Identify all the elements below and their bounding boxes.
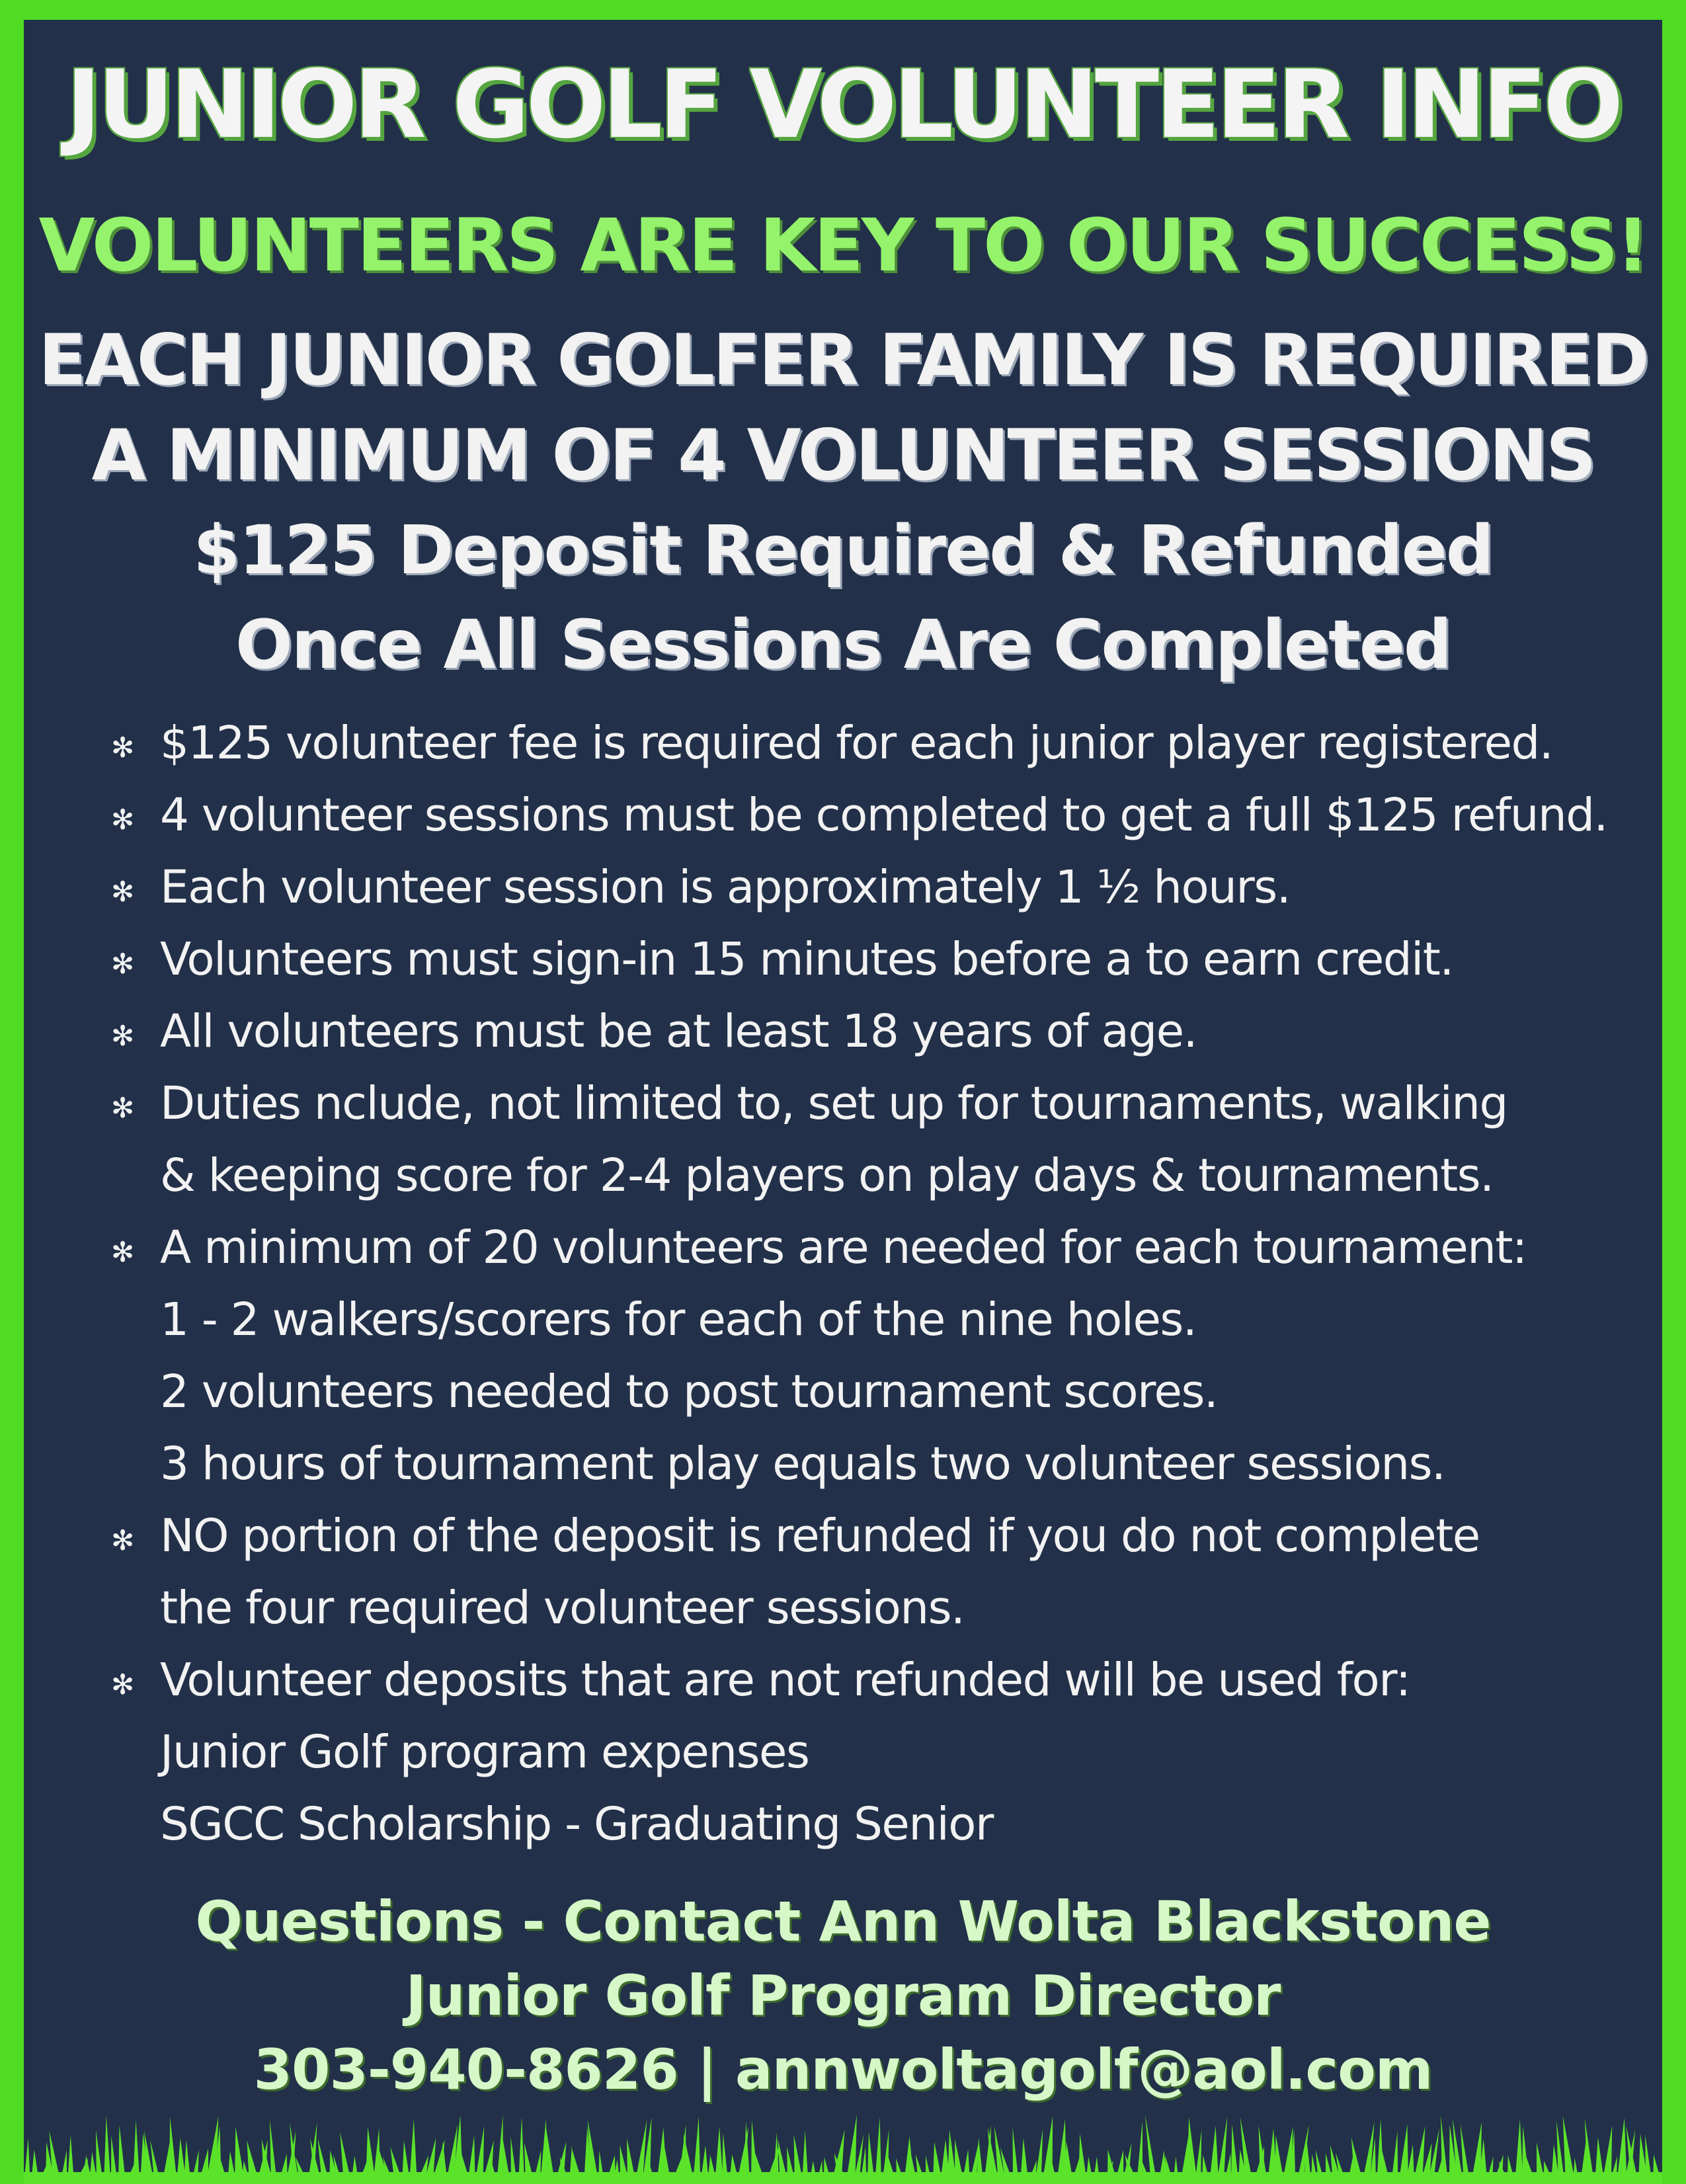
requirement-line-1: EACH JUNIOR GOLFER FAMILY IS REQUIRED [38,319,1648,401]
volunteer-rule-text: Volunteer deposits that are not refunded will be used for: [160,1654,1410,1707]
asterisk-bullet-icon: ✻ [111,948,135,980]
asterisk-bullet-icon: ✻ [111,731,135,764]
volunteer-rule-text: 3 hours of tournament play equals two volunteer sessions. [160,1437,1445,1490]
asterisk-bullet-icon: ✻ [111,875,135,908]
asterisk-bullet-icon: ✻ [111,1668,135,1701]
volunteer-rule-text: 1 - 2 walkers/scorers for each of the nine holes. [160,1293,1197,1346]
volunteer-rule-text: Each volunteer session is approximately 1 ½ hours. [160,861,1291,914]
flyer-title: JUNIOR GOLF VOLUNTEER INFO [65,50,1621,159]
volunteer-rule-text: NO portion of the deposit is refunded if you do not complete [160,1510,1480,1562]
asterisk-bullet-icon: ✻ [111,803,135,836]
volunteer-rule-text: the four required volunteer sessions. [160,1582,965,1635]
volunteer-rule-text: A minimum of 20 volunteers are needed for each tournament: [160,1221,1527,1274]
contact-line-2: Junior Golf Program Director [405,1963,1281,2028]
volunteer-rule-text: Duties nclude, not limited to, set up for tournaments, walking [160,1077,1507,1130]
asterisk-bullet-icon: ✻ [111,1020,135,1052]
asterisk-bullet-icon: ✻ [111,1524,135,1557]
requirement-line-2: A MINIMUM OF 4 VOLUNTEER SESSIONS [91,415,1595,496]
volunteer-rule-text: 4 volunteer sessions must be completed to get a full $125 refund. [160,789,1607,842]
volunteer-rule-text: SGCC Scholarship - Graduating Senior [160,1798,993,1851]
asterisk-bullet-icon: ✻ [111,1092,135,1124]
flyer-subtitle: VOLUNTEERS ARE KEY TO OUR SUCCESS! [38,203,1648,288]
flyer-panel [24,20,1662,2184]
contact-line-1: Questions - Contact Ann Wolta Blackstone [195,1889,1491,1954]
asterisk-bullet-icon: ✻ [111,1236,135,1268]
grass-border-decoration [24,2111,1662,2184]
volunteer-rule-text: Junior Golf program expenses [160,1726,809,1779]
deposit-line-1: $125 Deposit Required & Refunded [193,511,1493,590]
volunteer-rule-text: All volunteers must be at least 18 years of age. [160,1005,1197,1058]
volunteer-rule-text: $125 volunteer fee is required for each junior player registered. [160,717,1553,770]
volunteer-rule-text: 2 volunteers needed to post tournament scores. [160,1365,1218,1418]
volunteer-rule-text: Volunteers must sign-in 15 minutes before a to earn credit. [160,933,1453,986]
contact-line-3: 303-940-8626 | annwoltagolf@aol.com [253,2037,1433,2102]
volunteer-rule-text: & keeping score for 2-4 players on play days & tournaments. [160,1149,1494,1202]
deposit-line-2: Once All Sessions Are Completed [235,606,1451,684]
